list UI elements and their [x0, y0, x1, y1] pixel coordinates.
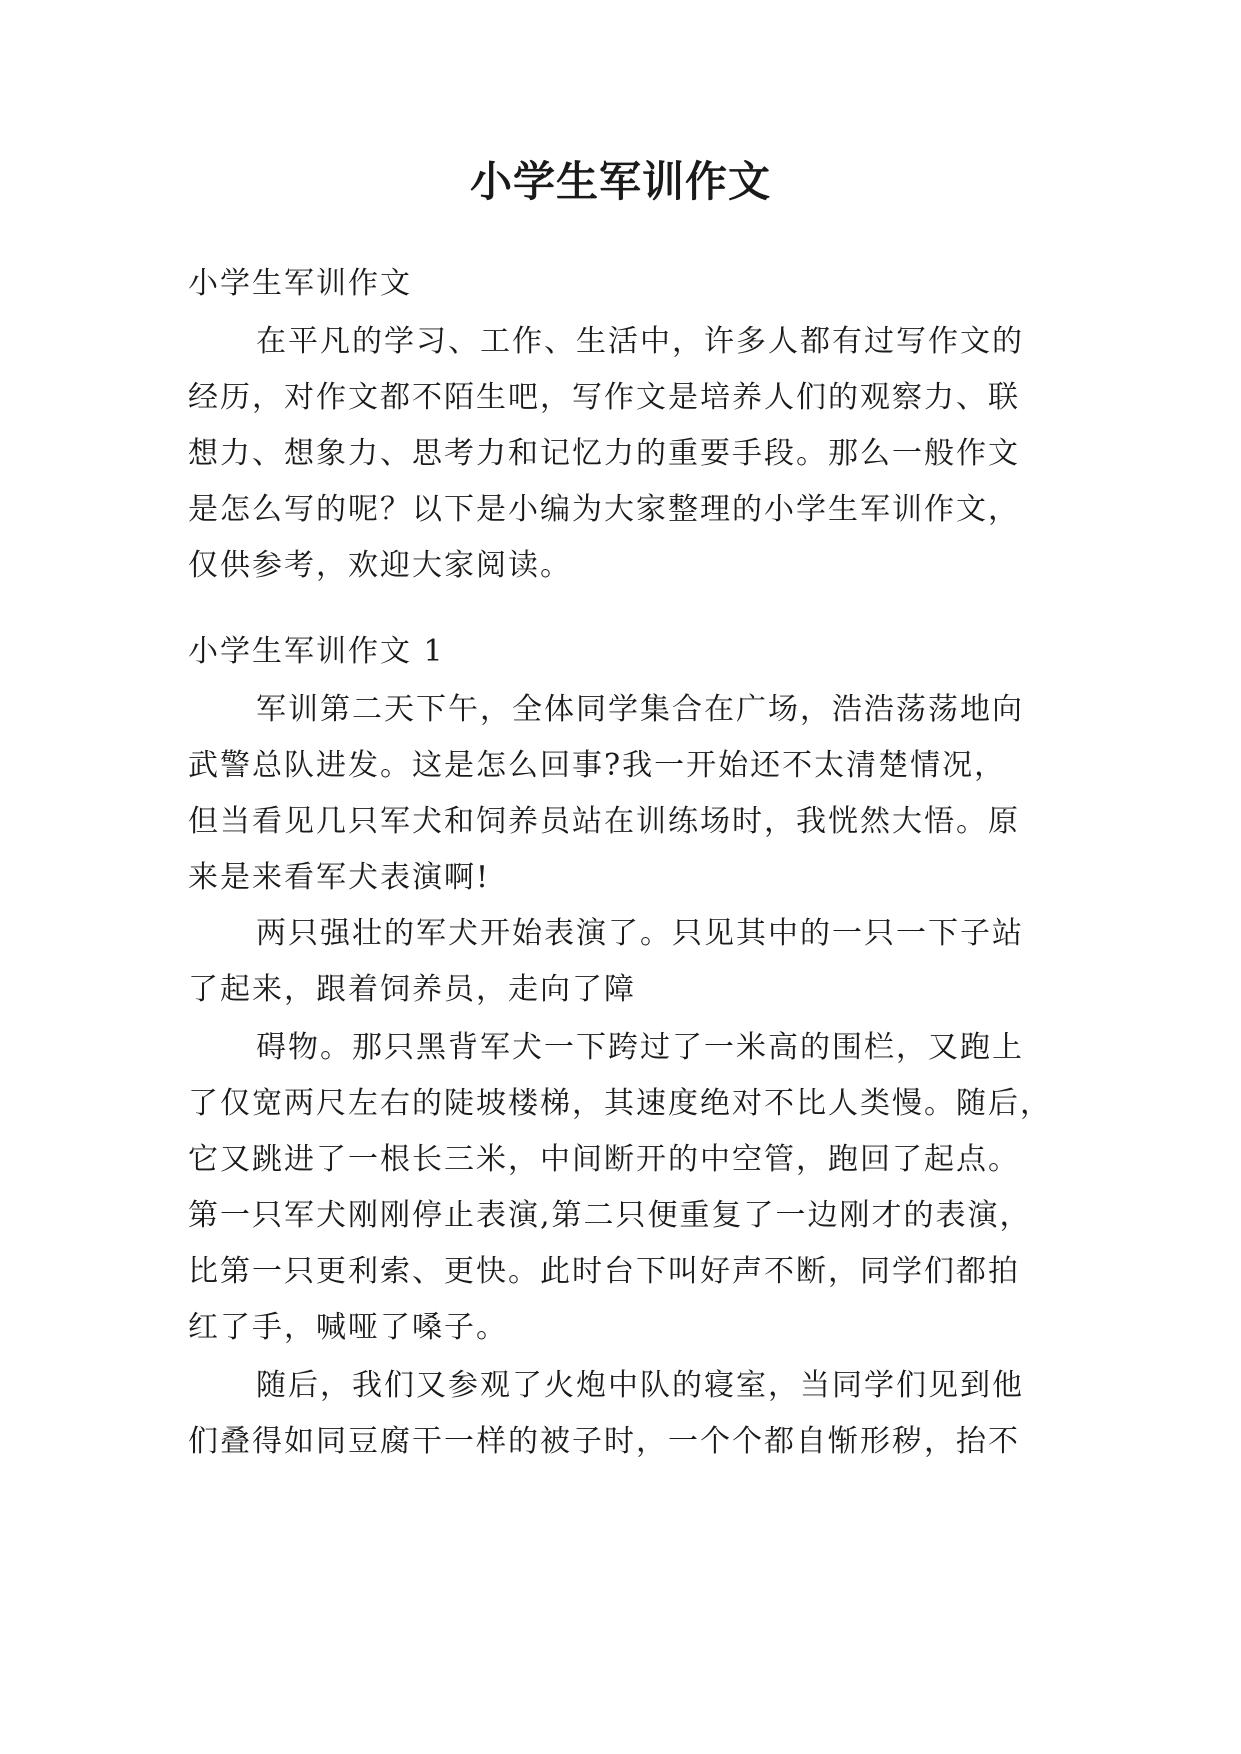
paragraph-line: 经历，对作文都不陌生吧，写作文是培养人们的观察力、联 — [188, 380, 1020, 415]
paragraph-line: 仅供参考，欢迎大家阅读。 — [188, 548, 572, 583]
section-heading: 小学生军训作文 1 — [188, 634, 445, 669]
paragraph-line: 它又跳进了一根长三米，中间断开的中空管，跑回了起点。 — [188, 1142, 1020, 1177]
paragraph-line: 随后，我们又参观了火炮中队的寝室，当同学们见到他 — [256, 1368, 1024, 1403]
paragraph-line: 来是来看军犬表演啊! — [188, 860, 491, 895]
paragraph-line: 了仅宽两尺左右的陡坡楼梯，其速度绝对不比人类慢。随后， — [188, 1086, 1052, 1121]
paragraph-line: 红了手，喊哑了嗓子。 — [188, 1310, 508, 1345]
paragraph-line: 武警总队进发。这是怎么回事?我一开始还不太清楚情况， — [188, 748, 1007, 783]
paragraph-line: 了起来，跟着饲养员，走向了障 — [188, 972, 636, 1007]
subtitle-line: 小学生军训作文 — [188, 266, 412, 301]
paragraph-line: 两只强壮的军犬开始表演了。只见其中的一只一下子站 — [256, 916, 1024, 951]
document-title: 小学生军训作文 — [469, 157, 771, 206]
paragraph-line: 第一只军犬刚刚停止表演,第二只便重复了一边刚才的表演， — [188, 1198, 1032, 1233]
paragraph-line: 在平凡的学习、工作、生活中，许多人都有过写作文的 — [256, 324, 1024, 359]
paragraph-line: 想力、想象力、思考力和记忆力的重要手段。那么一般作文 — [188, 436, 1020, 471]
paragraph-line: 但当看见几只军犬和饲养员站在训练场时，我恍然大悟。原 — [188, 804, 1020, 839]
paragraph-line: 碍物。那只黑背军犬一下跨过了一米高的围栏，又跑上 — [256, 1030, 1024, 1065]
paragraph-line: 是怎么写的呢？以下是小编为大家整理的小学生军训作文， — [188, 492, 1020, 527]
paragraph-line: 比第一只更利索、更快。此时台下叫好声不断，同学们都拍 — [188, 1254, 1020, 1289]
paragraph-line: 军训第二天下午，全体同学集合在广场，浩浩荡荡地向 — [256, 692, 1024, 727]
paragraph-line: 们叠得如同豆腐干一样的被子时，一个个都自惭形秽，抬不 — [188, 1424, 1020, 1459]
